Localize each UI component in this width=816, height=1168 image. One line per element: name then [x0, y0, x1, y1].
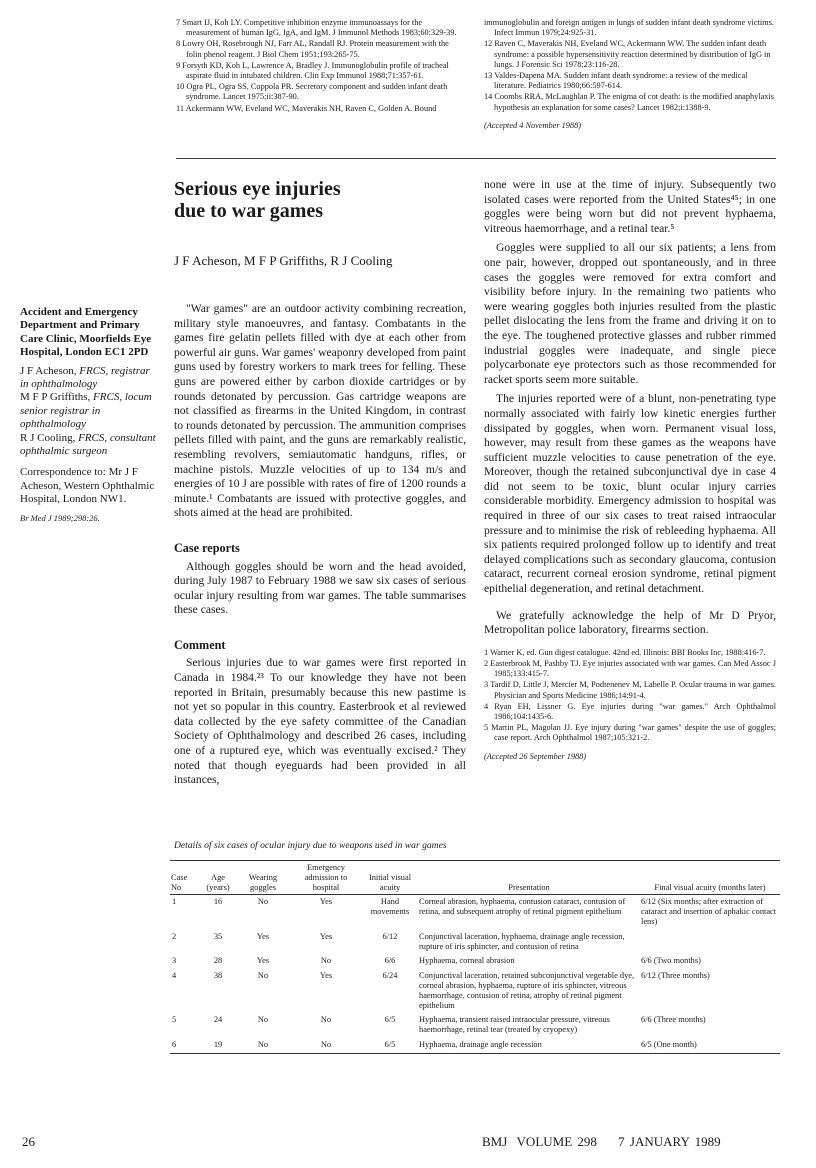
table-caption: Details of six cases of ocular injury due to weapons used in war games [174, 840, 447, 851]
table-cell: 19 [213, 1039, 223, 1049]
table-cell: 2 [172, 931, 177, 941]
table-cell: No [320, 956, 332, 966]
reference: 9 Forsyth KD, Koh L, Lawrence A, Bradley J. Immunoglobulin profile of tracheal aspirate fluid in intubated children. Clin Exp Immunol 1988;71:357-61. [176, 60, 449, 81]
table-cell: Hyphaema, transient raised intraocular pressure, vitreous haemorrhage, retinal tear (treated by cryopexy) [419, 1015, 610, 1035]
table-cell: 16 [213, 897, 223, 907]
cases-table [170, 860, 780, 1054]
journal-footer [482, 1134, 782, 1150]
table-cell: No [257, 897, 269, 907]
reference: 5 Martin PL, Magolan JJ. Eye injury during "war games" despite the use of goggles; case report. Arch Ophthalmol 1987;105:321-2. [484, 723, 776, 743]
correspondence: Correspondence to: Mr J F Acheson, Western Ophthalmic Hospital, London NW1. [20, 466, 155, 506]
body-paragraph: The injuries reported were of a blunt, non-penetrating type normally associated with fairly low kinetic energies further dissipated by goggles, when worn. Permanent visual loss, however, may result from these games as the weapons have sufficient muzzle velocities to cause penetration of the eye. Moreover, though the retained subconjunctival dye in case 4 did not seem to be toxic, blunt ocular injury carries considerable morbidity. Emergency admission to hospital was required in three of our six cases to treat raised intraocular pressure and to minimise the risk of rebleeding hyphaema. All six patients required prolonged follow up to identify and treat delayed complications such as secondary glaucoma, contusion cataract, recurrent corneal erosion syndrome, retinal pigment epithelial degeneration, and retinal detachment. [484, 392, 776, 596]
table-cell: Yes [319, 897, 333, 907]
prev-refs-right [484, 18, 774, 131]
journal-name: BMJ [482, 1134, 508, 1149]
column-header: Age (years) [200, 861, 236, 895]
table-cell: 6/12 [382, 931, 398, 941]
table-cell: Corneal abrasion, hyphaema, contusion cataract, contusion of retina, and subsequent atrophy of retinal pigment epithelium [419, 897, 626, 917]
table-row [170, 969, 780, 1013]
table-cell: No [257, 971, 269, 981]
table-cell [640, 930, 780, 955]
reference: 1 Warner K, ed. Gun digest catalogue. 42nd ed. Illinois: BBI Books Inc, 1988:416-7. [484, 647, 766, 657]
column-header: Case No [170, 861, 200, 895]
table-cell: 38 [213, 971, 223, 981]
table-cell: 5 [172, 1015, 177, 1025]
intro-paragraph: "War games" are an outdoor activity combining recreation, military style manoeuvres, and fantasy. Combatants in the games fire gelatin pellets filled with dye at each other from powerful air guns. War games' weaponry developed from paint guns used by forestry workers to mark trees for felling. These guns are powered either by carbon dioxide cartridges or by rounds detonated by percussion. Gas cartridge weapons are not classified as firearms in the United Kingdom, in contrast to rounds detonated by percussion. The ammunition comprises pellets filled with paint, and the guns are remarkably realistic, resembling revolvers, semiautomatic handguns, rifles, or machine pistols. Muzzle velocities of up to 134 m/s and energies of 10 J are possible with rates of fire of 1200 rounds a minute.¹ Combatants are issued with protective goggles, and shots aimed at the head are prohibited. [174, 302, 466, 520]
table-cell: Hyphaema, corneal abrasion [419, 956, 515, 966]
table-cell: Hyphaema, drainage angle recession [419, 1039, 542, 1049]
reference: immunoglobulin and foreign antigen in lungs of sudden infant death syndrome victims. Infect Immun 1979;24:925-31. [484, 18, 774, 38]
author-credit: M F P Griffiths, FRCS, locum senior registrar in ophthalmology [20, 391, 152, 431]
table-row [170, 895, 780, 930]
table-cell: Yes [319, 971, 333, 981]
body-paragraph: Goggles were supplied to all our six patients; a lens from one pair, however, dropped out spontaneously, and in three cases the goggles were removed for extra comfort and visibility before injury. In the remaining two patients who were wearing goggles both injuries resulted from the plastic pellet dislocating the lens from the frame and driving it on to the eye. The toughened protective glasses and rubber rimmed industrial goggles were inadequate, and single piece polycarbonate eye protectors such as those recommended for racket sports seem more suitable. [484, 241, 776, 386]
reference: 3 Tardif D, Little J, Mercier M, Podtenenev M, Labelle P. Ocular trauma in war games. Physician and Sports Medicine 1986;14:91-4. [484, 680, 776, 700]
reference: 13 Valdes-Dapena MA. Sudden infant death syndrome: a review of the medical literature. Pediatrics 1980;66:597-614. [484, 71, 748, 91]
table-cell: Conjunctival laceration, hyphaema, drainage angle recession, rupture of iris sphincter, and contusion of retina [419, 931, 625, 951]
table-cell: 4 [172, 971, 177, 981]
table-cell: Yes [256, 956, 270, 966]
table-cell: 6/6 (Two months) [641, 956, 701, 966]
article-title: Serious eye injuries due to war games [174, 178, 341, 222]
table-cell: 6/6 [384, 956, 396, 966]
reference: 2 Easterbrook M, Pashby TJ. Eye injuries associated with war games. Can Med Assoc J 1985;133:415-7. [484, 659, 776, 679]
reference-list [484, 648, 776, 762]
table-cell: No [320, 1015, 332, 1025]
table-cell: 6/5 [384, 1039, 396, 1049]
table-cell: No [320, 1039, 332, 1049]
table-cell: 6/6 (Three months) [641, 1015, 706, 1025]
table-row [170, 1013, 780, 1038]
column-header: Initial visual acuity [362, 861, 418, 895]
reference: 14 Coombs RRA, McLaughlan P. The enigma of cot death: is the modified anaphylaxis hypothesis an explanation for some cases? Lancet 1982;i:1388-9. [484, 92, 774, 112]
table-cell: 35 [213, 931, 223, 941]
table-cell: 3 [172, 956, 177, 966]
table-row [170, 954, 780, 969]
issue-date: 7 JANUARY 1989 [618, 1134, 721, 1149]
affiliation-sidebar [20, 306, 156, 530]
reference: 7 Smart IJ, Koh LY. Competitive inhibition enzyme immunoassays for the measurement of human IgG, IgA, and IgM. J Immunol Methods 1983;60:329-39. [176, 18, 457, 38]
table-cell: 24 [213, 1015, 223, 1025]
author-credit: J F Acheson, FRCS, registrar in ophthalmology [20, 364, 150, 391]
author-credit: R J Cooling, FRCS, consultant ophthalmic surgeon [20, 431, 156, 458]
journal-volume: VOLUME 298 [516, 1134, 597, 1149]
case-reports-paragraph: Although goggles should be worn and the head avoided, during July 1987 to February 1988 we saw six cases of serious ocular injury resulting from war games. The table summarises these cases. [174, 559, 466, 617]
column-header: Wearing goggles [236, 861, 290, 895]
table-cell: 6/24 [382, 971, 398, 981]
comment-paragraph: Serious injuries due to war games were first reported in Canada in 1984.²³ To our knowledge they have not been reported in Britain, presumably because this new pastime is not yet so popular in this country. Easterbrook et al reviewed data collected by the eye safety committee of the Canadian Society of Ophthalmology and described 26 cases, including one of a ruptured eye, which was eventually excised.² They noted that though eyeguards had been provided in all instances, [174, 656, 466, 787]
table-row [170, 1038, 780, 1053]
table-cell: 6/12 (Three months) [641, 971, 710, 981]
reference: 12 Raven C, Maverakis NH, Eveland WC, Ackermann WW. The sudden infant death syndrome: a possible hypersensitivity reaction determined by distribution of IgG in lungs. J Forensic Sci 1978;23:116-28. [484, 39, 771, 69]
case-reports-heading: Case reports [174, 540, 240, 555]
table-header-row [170, 861, 780, 895]
table-cell: No [257, 1039, 269, 1049]
table-cell: No [257, 1015, 269, 1025]
reference: 8 Lowry OH, Rosebrough NJ, Farr AL, Randall RJ. Protein measurement with the folin phenol reagent. J Biol Chem 1951;193:265-75. [176, 39, 449, 59]
table-cell: 6/5 [384, 1015, 396, 1025]
prev-refs-left [176, 18, 460, 115]
table-cell: Conjunctival laceration, retained subconjunctival vegetable dye, corneal abrasion, hyphaema, rupture of iris sphincter, vitreous haemorrhage, contusion of retina, atrophy of retinal pigment epithelium [419, 971, 635, 1010]
body-right-column [484, 178, 776, 762]
column-header: Final visual acuity (months later) [640, 861, 780, 895]
reference: 4 Ryan EH, Lissner G. Eye injuries during "war games." Arch Ophthalmol 1986;104:1435-6. [484, 701, 776, 722]
table-cell: 28 [213, 956, 223, 966]
table-cell: Yes [256, 931, 270, 941]
body-left-column [174, 302, 466, 793]
article-authors: J F Acheson, M F P Griffiths, R J Cooling [174, 253, 393, 268]
table-cell: Yes [319, 931, 333, 941]
comment-heading: Comment [174, 637, 226, 652]
institution: Accident and Emergency Department and Primary Care Clinic, Moorfields Eye Hospital, London EC1 2PD [20, 306, 152, 359]
reference: 11 Ackermann WW, Eveland WC, Maverakis NH, Raven C, Golden A. Bound [176, 103, 437, 113]
table-row [170, 930, 780, 955]
table-cell: Hand movements [370, 897, 410, 917]
body-paragraph: none were in use at the time of injury. Subsequently two isolated cases were reported from the United States⁴⁵; in one goggles were being worn but did not prevent hyphaema, vitreous haemorrhage, and a retinal tear.⁵ [484, 178, 776, 235]
reference: 10 Ogra PL, Ogra SS, Coppola PR. Secretory component and sudden infant death syndrome. Lancet 1975;ii:387-90. [176, 82, 448, 102]
citation: Br Med J 1989;298:26. [20, 512, 100, 523]
section-divider [176, 158, 776, 159]
accepted-date: (Accepted 26 September 1988) [484, 751, 587, 761]
table-cell: 1 [172, 897, 177, 907]
table-cell: 6/5 (One month) [641, 1039, 697, 1049]
acknowledgment: We gratefully acknowledge the help of Mr D Pryor, Metropolitan police laboratory, firearms section. [484, 608, 776, 637]
accepted-date: (Accepted 4 November 1988) [484, 120, 581, 130]
table-cell: 6/12 (Six months; after extraction of cataract and insertion of aphakic contact lens) [641, 897, 777, 926]
table-cell: 6 [172, 1039, 177, 1049]
cases-table-wrap [170, 860, 780, 1054]
page-number: 26 [22, 1134, 35, 1149]
column-header: Presentation [418, 861, 640, 895]
column-header: Emergency admission to hospital [290, 861, 362, 895]
